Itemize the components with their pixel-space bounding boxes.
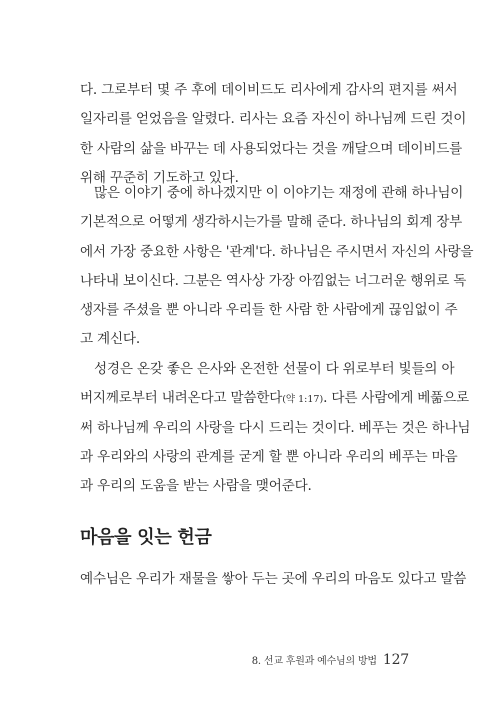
text-line: 고 계신다. — [80, 331, 140, 348]
text-segment: . 다른 사람에게 베풂으로 — [323, 390, 469, 407]
text-line: 과 우리와의 사랑의 관계를 굳게 할 뿐 아니라 우리의 베푸는 마음 — [80, 448, 458, 465]
text-line: 나타내 보이신다. 그분은 역사상 가장 아낌없는 너그러운 행위로 독 — [80, 272, 467, 289]
bible-reference: (약 1:17) — [282, 394, 324, 406]
text-line: 한 사람의 삶을 바꾸는 데 사용되었다는 것을 깨달으며 데이비드를 — [80, 140, 463, 157]
text-line: 일자리를 얻었음을 알렸다. 리사는 요즘 자신이 하나님께 드린 것이 — [80, 111, 467, 128]
paragraph-2 — [80, 179, 474, 355]
text-line: 생자를 주셨을 뿐 아니라 우리들 한 사람 한 사람에게 끊임없이 주 — [80, 302, 458, 319]
text-line: 기본적으로 어떻게 생각하시는가를 말해 준다. 하나님의 회계 장부 — [80, 214, 463, 231]
paragraph-3 — [80, 355, 471, 501]
text-line: 에서 가장 중요한 사항은 '관계'다. 하나님은 주시면서 자신의 사랑을 — [80, 243, 474, 260]
text-line: 과 우리의 도움을 받는 사람을 맺어준다. — [80, 478, 312, 495]
text-line — [80, 384, 469, 413]
text-line: 다. 그로부터 몇 주 후에 데이비드도 리사에게 감사의 편지를 써서 — [80, 82, 458, 98]
text-line: 많은 이야기 중에 하나겠지만 이 이야기는 재정에 관해 하나님이 — [94, 185, 464, 201]
text-segment: 버지께로부터 내려온다고 말씀한다 — [80, 390, 283, 407]
text-line: 성경은 온갖 좋은 은사와 온전한 선물이 다 위로부터 빛들의 아 — [94, 361, 455, 377]
text-line: 써 하나님께 우리의 사랑을 다시 드리는 것이다. 베푸는 것은 하나님 — [80, 419, 471, 436]
section-heading: 마음을 잇는 헌금 — [80, 527, 212, 548]
page-number: 127 — [382, 652, 409, 668]
paragraph-4 — [80, 565, 467, 594]
text-line: 위해 꾸준히 기도하고 있다. — [80, 169, 239, 186]
text-line: 예수님은 우리가 재물을 쌓아 두는 곳에 우리의 마음도 있다고 말씀 — [80, 571, 467, 587]
page-footer — [252, 652, 409, 668]
chapter-title: 8. 선교 후원과 예수님의 방법 — [251, 656, 377, 667]
